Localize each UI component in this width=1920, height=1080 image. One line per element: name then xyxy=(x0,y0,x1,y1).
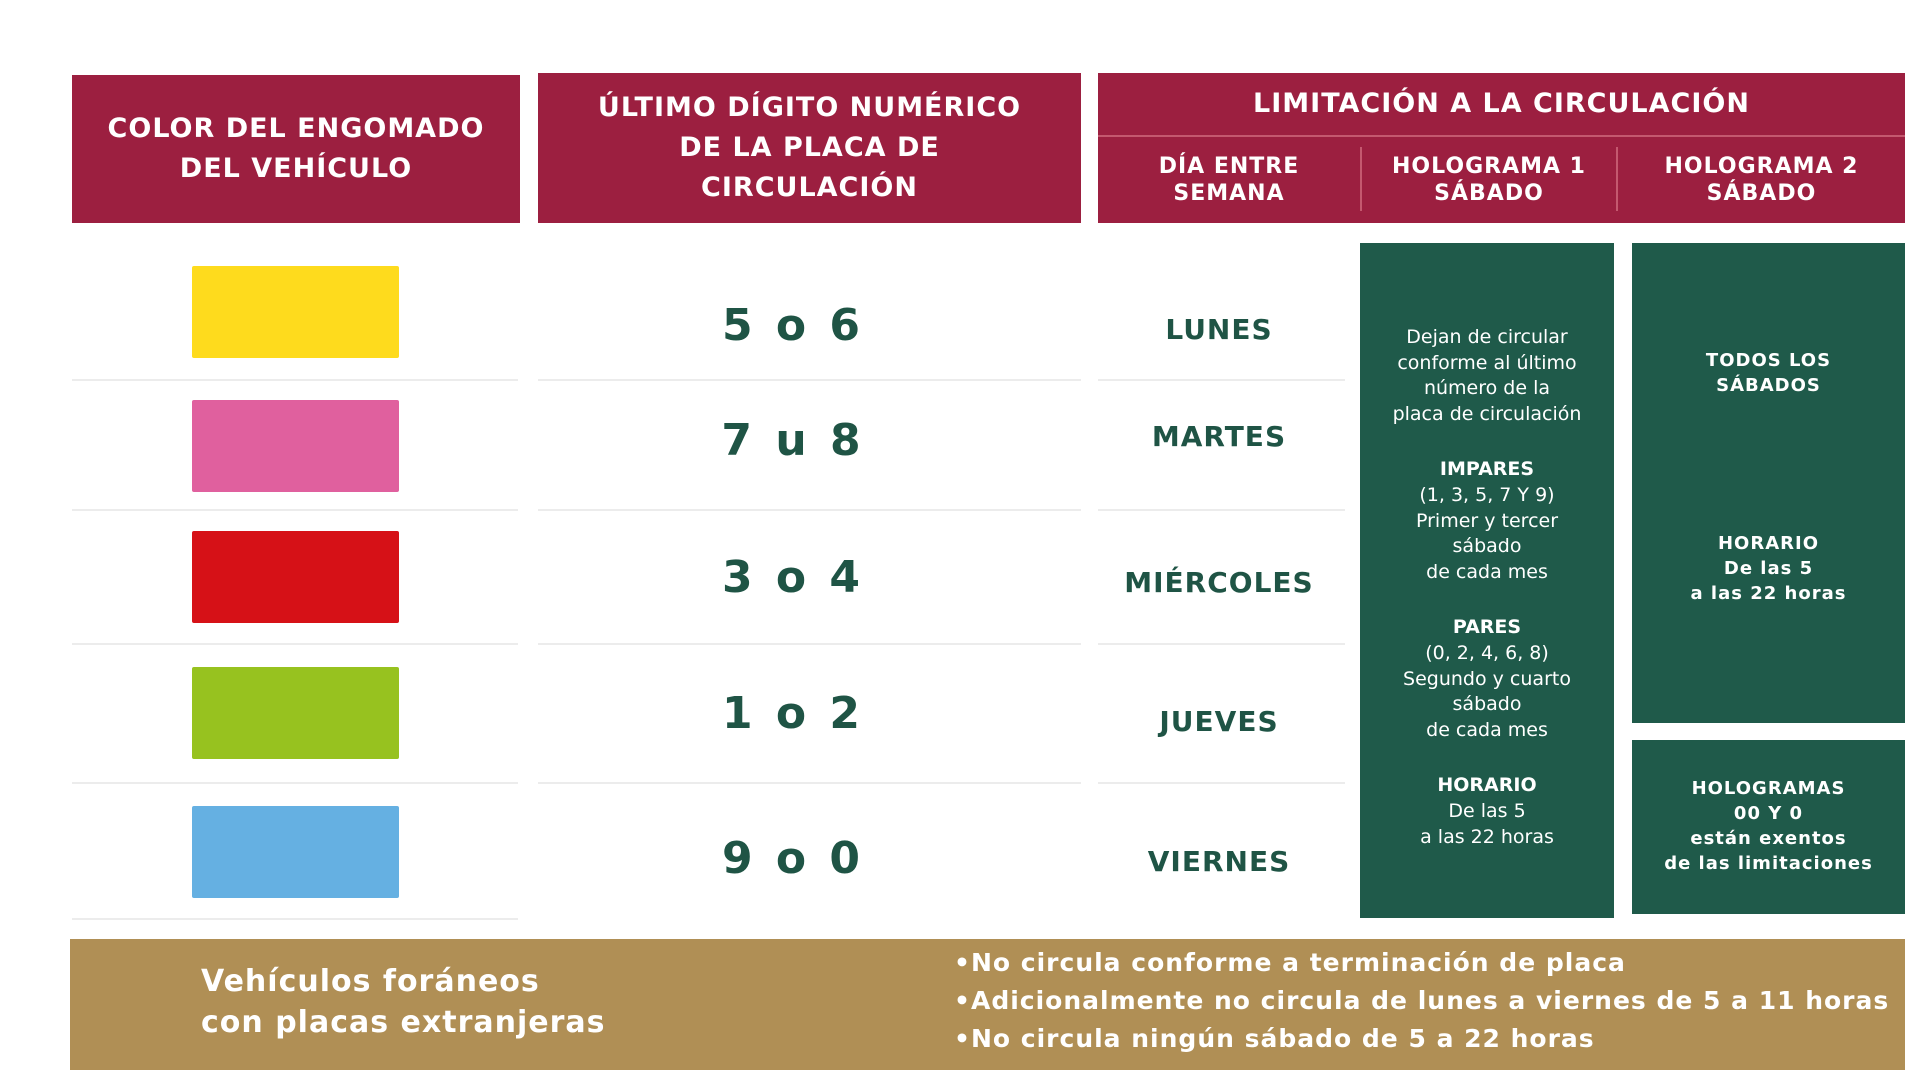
plate-digits: 5 o 6 xyxy=(721,299,865,351)
hologram2-schedule-title: HORARIO xyxy=(1717,533,1820,554)
schedule-text: De las 5 a las 22 horas xyxy=(1420,800,1554,848)
row-divider xyxy=(538,782,1081,784)
weekday-label: VIERNES xyxy=(1147,844,1291,878)
header-limitation-group xyxy=(1098,73,1905,223)
odd-title: IMPARES xyxy=(1439,458,1535,480)
row-divider xyxy=(72,918,518,920)
foreign-vehicles-footer xyxy=(70,939,1905,1070)
hologram2-schedule-text: De las 5 a las 22 horas xyxy=(1690,558,1847,604)
foreign-rule-item: •No circula conforme a terminación de placa xyxy=(954,948,1626,977)
header-hologram2: HOLOGRAMA 2 SÁBADO xyxy=(1618,139,1905,221)
sticker-color-blue xyxy=(192,806,399,898)
header-digit: ÚLTIMO DÍGITO NUMÉRICO DE LA PLACA DE CIRCULACIÓN xyxy=(538,73,1081,223)
sticker-color-green xyxy=(192,667,399,759)
row-divider xyxy=(538,643,1081,645)
row-divider xyxy=(1098,509,1345,511)
hologram2-box xyxy=(1632,243,1905,723)
row-divider xyxy=(1098,782,1345,784)
plate-digits: 7 u 8 xyxy=(721,414,865,466)
weekday-label: JUEVES xyxy=(1159,704,1279,738)
weekday-label: MARTES xyxy=(1151,419,1287,453)
row-divider xyxy=(1098,379,1345,381)
header-weekday: DÍA ENTRE SEMANA xyxy=(1098,139,1360,221)
row-divider xyxy=(72,509,518,511)
header-color: COLOR DEL ENGOMADO DEL VEHÍCULO xyxy=(72,75,520,223)
foreign-rule-item: •Adicionalmente no circula de lunes a viernes de 5 a 11 horas xyxy=(954,986,1890,1015)
all-saturdays: TODOS LOS SÁBADOS xyxy=(1705,350,1832,396)
sticker-color-pink xyxy=(192,400,399,492)
weekday-label: LUNES xyxy=(1165,312,1273,346)
exempt-text: HOLOGRAMAS 00 Y 0 están exentos de las limitaciones xyxy=(1664,778,1873,874)
header-divider xyxy=(1098,135,1905,137)
foreign-vehicles-title: Vehículos foráneos con placas extranjeras xyxy=(201,964,606,1040)
header-hologram1: HOLOGRAMA 1 SÁBADO xyxy=(1362,139,1616,221)
row-divider xyxy=(72,379,518,381)
foreign-rules-list xyxy=(954,944,1894,1058)
foreign-rule-item: •No circula ningún sábado de 5 a 22 horas xyxy=(954,1024,1595,1053)
plate-digits: 3 o 4 xyxy=(721,551,865,603)
row-divider xyxy=(538,379,1081,381)
plate-digits: 9 o 0 xyxy=(721,832,865,884)
plate-digits: 1 o 2 xyxy=(721,687,865,739)
row-divider xyxy=(1098,643,1345,645)
header-limitation: LIMITACIÓN A LA CIRCULACIÓN xyxy=(1098,73,1905,135)
hologram1-intro: Dejan de circular conforme al último número de la placa de circulación xyxy=(1392,326,1582,425)
sticker-color-red xyxy=(192,531,399,623)
row-divider xyxy=(72,782,518,784)
row-divider xyxy=(72,643,518,645)
even-text: (0, 2, 4, 6, 8) Segundo y cuarto sábado de cada mes xyxy=(1403,642,1571,741)
sticker-color-yellow xyxy=(192,266,399,358)
odd-text: (1, 3, 5, 7 Y 9) Primer y tercer sábado de cada mes xyxy=(1415,484,1559,583)
schedule-title: HORARIO xyxy=(1437,774,1537,796)
even-title: PARES xyxy=(1452,616,1522,638)
weekday-label: MIÉRCOLES xyxy=(1124,565,1314,599)
exempt-box xyxy=(1632,740,1905,914)
row-divider xyxy=(538,509,1081,511)
hologram1-box xyxy=(1360,243,1614,918)
